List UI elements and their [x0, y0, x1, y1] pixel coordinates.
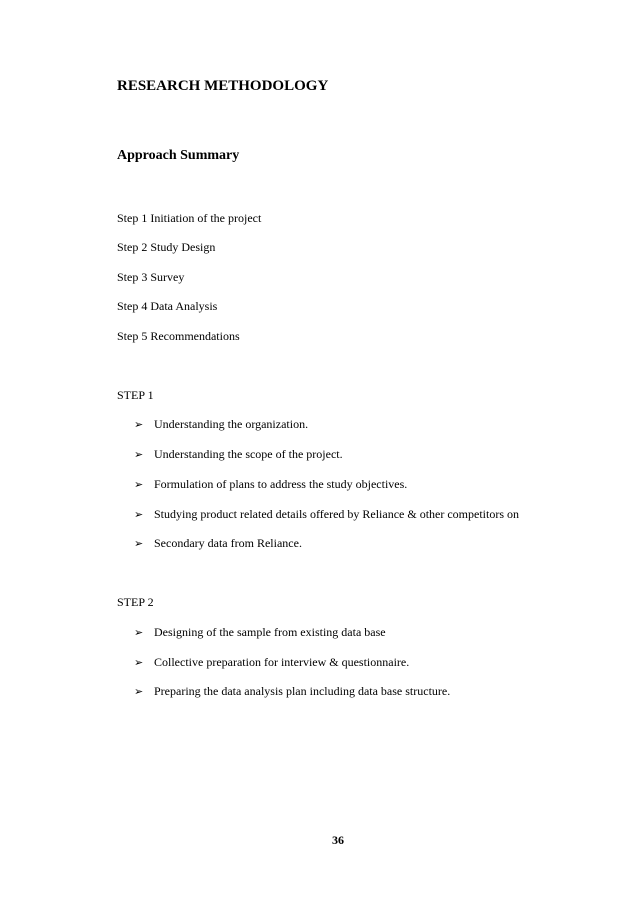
bullet-text: Understanding the organization. [154, 417, 309, 431]
bullet-text: Collective preparation for interview & questionnaire. [154, 655, 410, 669]
arrowhead-bullet-icon: ➢ [134, 417, 144, 431]
page-number: 36 [332, 833, 344, 847]
bullet-item [134, 685, 450, 697]
step-list-item: Step 1 Initiation of the project [117, 211, 262, 225]
bullet-text: Secondary data from Reliance. [154, 536, 302, 550]
bullet-item [134, 448, 343, 460]
arrowhead-bullet-icon: ➢ [134, 625, 144, 639]
bullet-item [134, 508, 519, 520]
arrowhead-bullet-icon: ➢ [134, 655, 144, 669]
bullet-text: Understanding the scope of the project. [154, 447, 343, 461]
bullet-item [134, 656, 409, 668]
step-list-item: Step 4 Data Analysis [117, 299, 218, 313]
step-list-item: Step 2 Study Design [117, 240, 216, 254]
step-list-item: Step 3 Survey [117, 270, 185, 284]
section-heading-approach-summary: Approach Summary [117, 148, 240, 163]
bullet-text: Designing of the sample from existing data base [154, 625, 386, 639]
arrowhead-bullet-icon: ➢ [134, 507, 144, 521]
bullet-item [134, 537, 302, 549]
bullet-item [134, 418, 308, 430]
step-list-item: Step 5 Recommendations [117, 329, 240, 343]
page-title: RESEARCH METHODOLOGY [117, 78, 329, 94]
bullet-text: Studying product related details offered by Reliance & other competitors on [154, 507, 520, 521]
arrowhead-bullet-icon: ➢ [134, 684, 144, 698]
arrowhead-bullet-icon: ➢ [134, 536, 144, 550]
bullet-text: Preparing the data analysis plan including data base structure. [154, 684, 451, 698]
arrowhead-bullet-icon: ➢ [134, 447, 144, 461]
step2-label: STEP 2 [117, 595, 154, 609]
step1-label: STEP 1 [117, 388, 154, 402]
bullet-item [134, 478, 407, 490]
bullet-item [134, 626, 386, 638]
bullet-text: Formulation of plans to address the study objectives. [154, 477, 408, 491]
arrowhead-bullet-icon: ➢ [134, 477, 144, 491]
